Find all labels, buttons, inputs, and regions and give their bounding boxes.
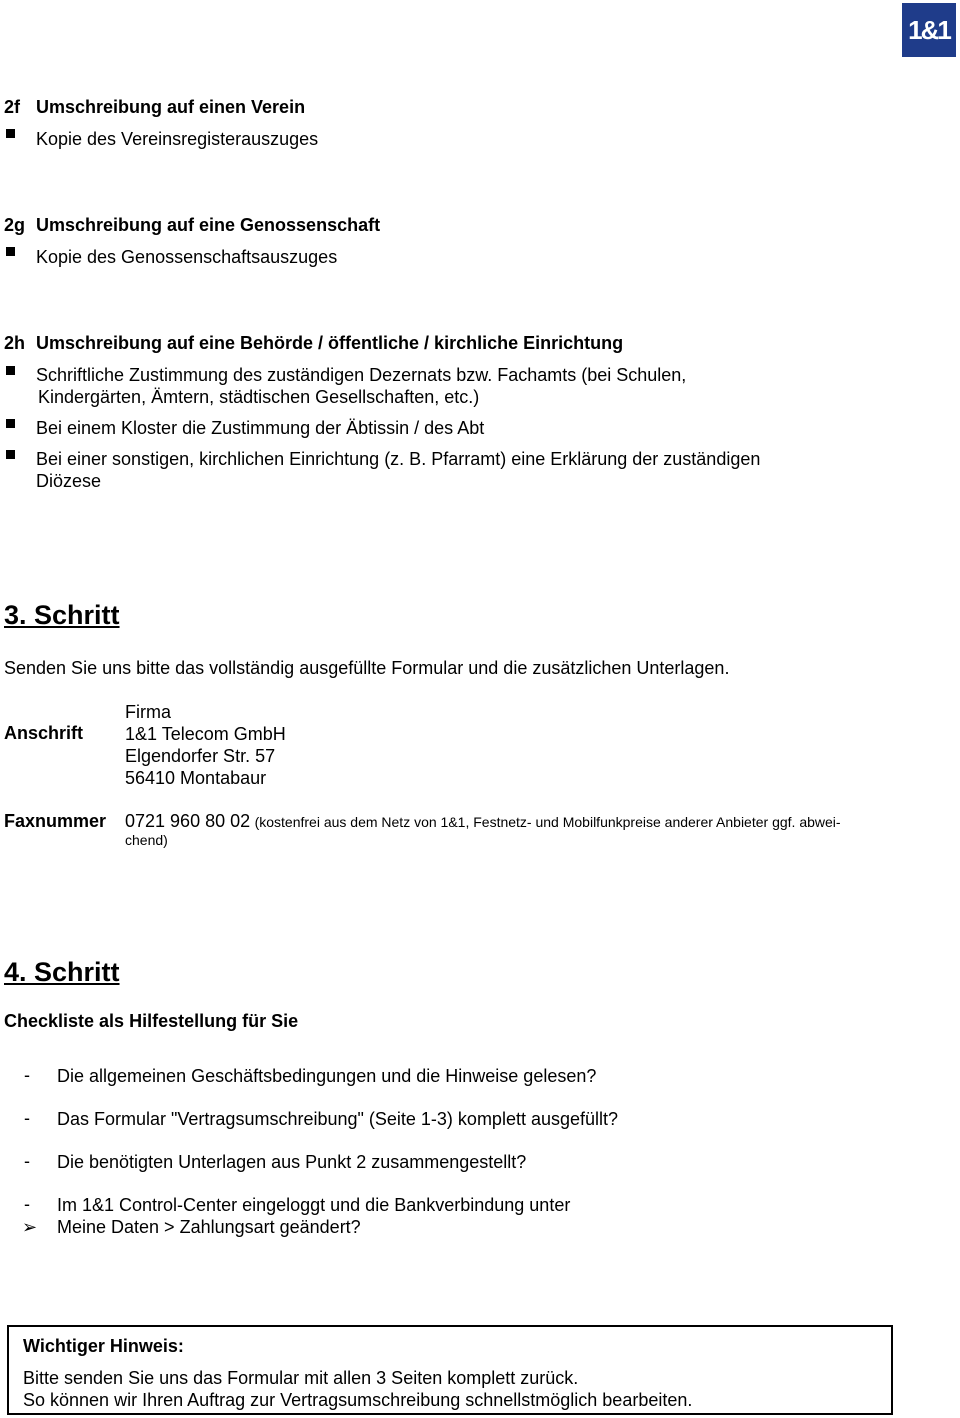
section-2h-title: Umschreibung auf eine Behörde / öffentliche / kirchliche Einrichtung	[36, 333, 624, 353]
fax-label: Faxnummer	[4, 811, 107, 831]
fax-note-line2: chend)	[125, 832, 168, 848]
section-2f-item: Kopie des Vereinsregisterauszuges	[36, 129, 319, 149]
step4-heading: 4. Schritt	[4, 957, 120, 987]
dash-marker: -	[24, 1065, 30, 1085]
section-2f-title: Umschreibung auf einen Verein	[36, 97, 306, 117]
note-line-2: So können wir Ihren Auftrag zur Vertragsumschreibung schnellstmöglich bearbeiten.	[23, 1390, 693, 1410]
step3-heading: 3. Schritt	[4, 600, 120, 630]
section-2h-item3-line2: Diözese	[36, 471, 102, 491]
checklist-item-3: Die benötigten Unterlagen aus Punkt 2 zusammengestellt?	[57, 1152, 527, 1172]
section-2h-code: 2h	[4, 333, 26, 353]
checklist-item-1: Die allgemeinen Geschäftsbedingungen und die Hinweise gelesen?	[57, 1066, 597, 1086]
dash-marker: -	[24, 1151, 30, 1171]
note-title: Wichtiger Hinweis:	[23, 1336, 184, 1356]
section-2g-code: 2g	[4, 215, 26, 235]
fax-line	[125, 811, 841, 832]
dash-marker: -	[24, 1194, 30, 1214]
section-2f-code: 2f	[4, 97, 21, 117]
address-line-1: Firma	[125, 702, 171, 722]
section-2h-item2: Bei einem Kloster die Zustimmung der Äbtissin / des Abt	[36, 418, 485, 438]
section-2h-item3-line1: Bei einer sonstigen, kirchlichen Einrichtung (z. B. Pfarramt) eine Erklärung der zuständigen	[36, 449, 761, 469]
fax-note-line1: (kostenfrei aus dem Netz von 1&1, Festnetz- und Mobilfunkpreise anderer Anbieter ggf. abwei-	[254, 814, 841, 830]
bullet-square-icon	[6, 419, 15, 428]
address-line-4: 56410 Montabaur	[125, 768, 267, 788]
address-line-2: 1&1 Telecom GmbH	[125, 724, 286, 744]
important-note-box	[7, 1325, 893, 1415]
bullet-square-icon	[6, 247, 15, 256]
section-2g-item: Kopie des Genossenschaftsauszuges	[36, 247, 338, 267]
note-line-1: Bitte senden Sie uns das Formular mit allen 3 Seiten komplett zurück.	[23, 1368, 579, 1388]
section-2h-item1-line1: Schriftliche Zustimmung des zuständigen Dezernats bzw. Fachamts (bei Schulen,	[36, 365, 687, 385]
bullet-square-icon	[6, 366, 15, 375]
bullet-square-icon	[6, 450, 15, 459]
section-2h-item1-line2: Kindergärten, Ämtern, städtischen Gesellschaften, etc.)	[38, 387, 480, 407]
checklist-item-4-continued: Meine Daten > Zahlungsart geändert?	[57, 1217, 361, 1237]
dash-marker: -	[24, 1108, 30, 1128]
checklist-item-2: Das Formular "Vertragsumschreibung" (Seite 1-3) komplett ausgefüllt?	[57, 1109, 619, 1129]
checklist-title: Checkliste als Hilfestellung für Sie	[4, 1011, 299, 1031]
bullet-square-icon	[6, 129, 15, 138]
address-label: Anschrift	[4, 723, 84, 743]
brand-logo: 1&1	[902, 3, 956, 57]
fax-number: 0721 960 80 02	[125, 811, 251, 831]
address-line-3: Elgendorfer Str. 57	[125, 746, 276, 766]
section-2g-title: Umschreibung auf eine Genossenschaft	[36, 215, 381, 235]
checklist-item-4: Im 1&1 Control-Center eingeloggt und die Bankverbindung unter	[57, 1195, 571, 1215]
arrow-bullet-icon: ➢	[22, 1217, 38, 1237]
step3-intro: Senden Sie uns bitte das vollständig ausgefüllte Formular und die zusätzlichen Unterlagen.	[4, 658, 730, 678]
